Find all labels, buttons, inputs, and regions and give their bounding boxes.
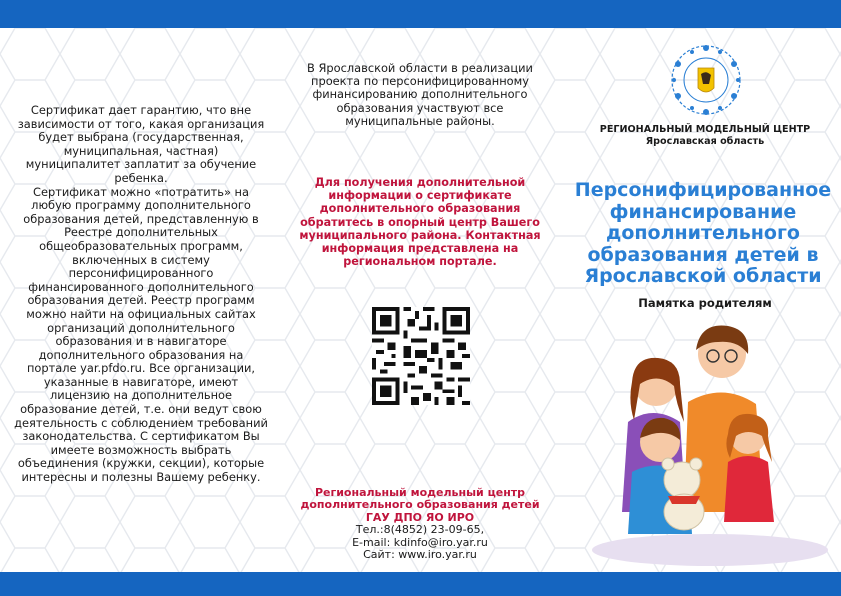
brochure-title	[572, 180, 834, 288]
info-line: дополнительного образования	[319, 202, 521, 216]
description-line: интересны и полезны Вашему ребенку.	[21, 470, 261, 485]
intro-line: образования участвуют все	[336, 100, 504, 115]
info-line: Для получения дополнительной	[314, 176, 526, 189]
contact-org-line: Региональный модельный центр	[314, 486, 526, 499]
contact-block	[290, 487, 550, 561]
org-header	[580, 124, 830, 148]
contact-org-line: ГАУ ДПО ЯО ИРО	[365, 510, 475, 524]
description-line: деятельность с соблюдением требований	[14, 415, 268, 430]
description-line: портале yar.pfdo.ru. Все организации,	[26, 361, 256, 376]
website-text: Сайт: www.iro.yar.ru	[363, 548, 477, 562]
intro-line: муниципальные районы.	[345, 113, 495, 128]
info-line: информации о сертификате	[328, 189, 512, 203]
description-line: образования детей, представленную в	[23, 211, 259, 226]
description-line: зависимости от того, какая организация	[17, 116, 265, 131]
info-line: муниципального района. Контактная	[299, 228, 541, 242]
description-line: включенных в систему	[72, 252, 210, 267]
intro-line: финансированию дополнительного	[312, 87, 528, 102]
bottom-band	[0, 572, 841, 596]
description-line: муниципалитет заплатит за обучение	[25, 157, 257, 172]
description-line: указанные в навигаторе, имеют	[43, 374, 239, 389]
description-line: образования детей. Реестр программ	[27, 293, 255, 308]
family-illustration	[588, 312, 833, 567]
brochure-subtitle: Памятка родителям	[638, 296, 772, 310]
description-line: Реестре дополнительных	[64, 225, 218, 240]
description-line: можно найти на официальных сайтах	[26, 306, 256, 321]
description-line: образование детей, т.е. они ведут свою	[20, 402, 262, 417]
description-line: муниципальная, частная)	[63, 143, 219, 158]
description-line: дополнительного образования на	[38, 347, 244, 362]
description-line: лицензию на дополнительное	[49, 388, 233, 403]
org-name: РЕГИОНАЛЬНЫЙ МОДЕЛЬНЫЙ ЦЕНТР	[599, 124, 811, 135]
description-line: персонифицированного	[68, 266, 214, 281]
title-line: образования детей в	[587, 243, 819, 266]
description-line: Сертификат дает гарантию, что вне	[30, 103, 252, 117]
description-line: будет выбрана (государственная,	[38, 130, 244, 145]
description-line: образования и в навигаторе	[55, 334, 227, 349]
description-line: организаций дополнительного	[47, 320, 235, 335]
title-line: Ярославской области	[584, 265, 822, 288]
email-text: E-mail: kdinfo@iro.yar.ru	[352, 535, 488, 549]
certificate-description	[12, 104, 270, 485]
regional-center-logo	[660, 38, 752, 120]
description-line: Сертификат можно «потратить» на	[33, 184, 249, 199]
phone-text: Тел.:8(4852) 23-09-65,	[355, 523, 485, 537]
description-line: законодательства. С сертификатом Вы	[22, 429, 260, 444]
intro-line: проекта по персонифицированному	[311, 74, 529, 89]
title-line: Персонифицированное	[574, 179, 832, 201]
description-line: общеобразовательных программ,	[39, 238, 243, 253]
project-intro	[292, 62, 548, 128]
info-line: региональном портале.	[343, 255, 497, 269]
contact-org-line: дополнительного образования детей	[300, 498, 540, 512]
title-line: финансирование	[609, 200, 797, 223]
description-line: ребенка.	[114, 170, 168, 185]
info-line: обратитесь в опорный центр Вашего	[300, 215, 540, 229]
top-band	[0, 0, 841, 28]
org-region: Ярославская область	[645, 135, 765, 147]
qr-code	[372, 307, 470, 405]
more-info-note	[292, 176, 548, 268]
title-line: дополнительного	[606, 222, 800, 245]
description-line: имеете возможность выбрать	[50, 442, 232, 457]
intro-line: В Ярославской области в реализации	[307, 61, 533, 75]
description-line: финансированного дополнительного	[28, 279, 254, 294]
description-line: любую программу дополнительного	[31, 198, 251, 213]
info-line: информация представлена на	[321, 242, 519, 256]
description-line: объединения (кружки, секции), которые	[17, 456, 265, 471]
